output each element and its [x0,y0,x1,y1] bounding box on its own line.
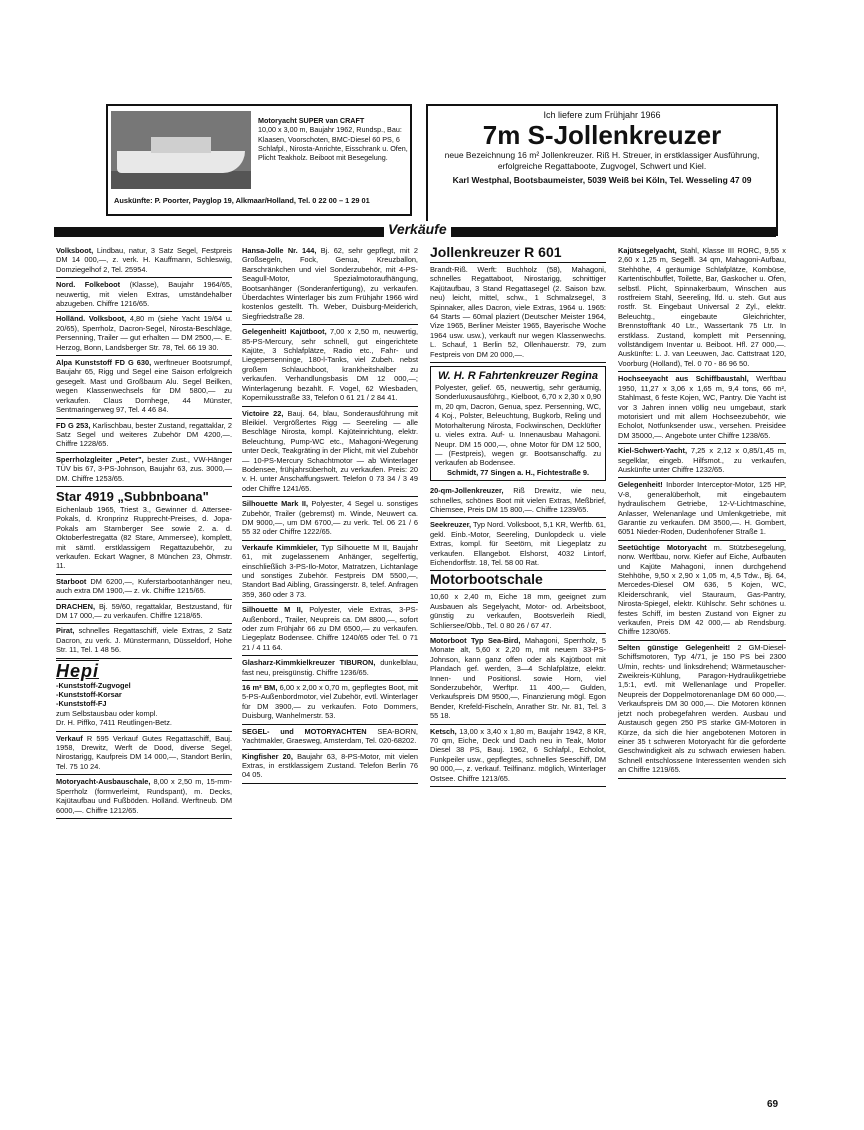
ad-text: Typ Silhouette M II, Baujahr 61, mit zugelassenem Anhänger, segelfertig, einschließlich 3-PS-Ilo-Motor, Matratzen, Lichtanlage und sonstiges Zubehör. Festpreis DM 5500,—, Standort Bad Aibling, Grassingerstr. 8, telef. Anfragen 359, 360 oder 3 73. [242,542,418,599]
classified-ad [430,725,606,787]
ad-text: Bauj. 64, blau, Sonderausführung mit Bleikiel. Vergrößertes Rigg — Seereling — alle Beschläge Nirosta, kompl. Kajüteinrichtung, elektr. Beleuchtung, Pump-WC etc., Mahagoni-Wegerung unter Deck, Teakgräting in der Plicht, mit viel Zubehör — 10-PS-Mercury Schachtmotor — ab Winterlager Bodensee, frühjahrsüberholt, zu verkaufen. Preis: 20 v. H. unter Anschaffungswert. Telefon 0 73 34 / 3 49 oder Chiffre 1241/65. [242,408,418,493]
ad-text: 7,00 x 2,50 m, neuwertig, 85-PS-Mercury, sehr schnell, gut eingerichtete Kajüte, 3 Schlafplätze, Radio etc., Fahr- und Liegepersenninge, 180-l-Tanks, viel Zubeh. nebst großem Schlauchboot, krankheitshalber zu verkaufen. Verhandlungsbasis DM 12 000,—; Winterlagerung bezahlt. F. Vogel, 62 Wiesbaden, Kopernikusstraße 33, Telefon 0 61 21 / 2 84 41. [242,327,418,403]
page-number: 69 [767,1099,779,1110]
ad-heading: Silhouette M II, [242,605,303,615]
classified-ad [242,407,418,498]
wh-title: W. H. R Fahrtenkreuzer Regina [438,370,598,383]
hepi-ad [56,659,232,732]
classified-ad [56,244,232,278]
ad-heading: Kajütsegelyacht, [618,246,677,255]
ad-heading: Pirat, [56,626,75,636]
classified-ad [56,453,232,487]
classified-ad [56,775,232,819]
ad-heading: Gelegenheit! Kajütboot, [242,327,327,337]
ad-super-text [258,116,410,162]
classified-ad [56,356,232,418]
ad-heading: 16 m² BM, [242,683,278,693]
ad-text: 10,60 x 2,40 m, Eiche 18 mm, geeignet zum Ausbauen als Segelyacht, Motor- od. Arbeitsboot, günstig zu verkaufen, Bootsverleih Riedl, Schliersee/Obb., Tel. 0 80 26 / 67 47. [430,592,606,630]
ad-text: bester Zust., VW-Hänger TÜV bis 67, 3-PS-Johnson, Baujahr 63, zus. 3000,— DM. Chiffre 1253/65. [56,454,233,483]
classified-ad [430,484,606,518]
ad-text: dunkelblau, fast neu, preisgünstig. Chiffre 1236/65. [242,658,418,677]
classified-ad [242,244,418,325]
classified-ad [242,497,418,541]
ad-heading: Hansa-Jolle Nr. 144, [242,246,317,255]
ad-jollen-contact: Karl Westphal, Bootsbaumeister, 5039 Weiß bei Köln, Tel. Wesseling 47 09 [452,175,752,185]
ad-text: (Klasse), Baujahr 1964/65, neuwertig, mit vielen Extras, umständehalber abzugeben. Chiffre 1216/65. [56,280,232,309]
ad-heading: Seetüchtige Motoryacht [618,542,707,552]
ad-jollenkreuzer [426,104,778,236]
classified-ad [618,372,786,444]
star-body: Eichenlaub 1965, Triest 3., Gewinner d. Attersee-Pokals, d. Kronprinz Rupprecht-Preises, d. Jopa-Pokals am Starnberger See sowie 2. a. d. Oktoberfestregatta (82 Stare, Ammersee), komplett, mit sämtl. erstklassigem Regattazubehör, zu verkaufen. Eckart Wagner, 8 München 23, Ohmstr. 11. [56,504,232,571]
ad-text: 8,00 x 2,50 m, 15-mm-Sperrholz (formverleimt, Rundspant), m. Decks, Kajütaufbau und Fußböden. Holländ. Werftneub. DM 6000,—. Chiffre 1212/65. [56,777,232,815]
column-3 [430,244,606,787]
jollenkreuzer-body: Brandt-Riß. Werft: Buchholz (58), Mahagoni, schnelles Regattaboot, Nirostarigg, schnittiger Kajütaufbau, 3 Stand Regattasegel (2. Saison bzw. neu) leicht, mittel, schw., 1 Schmalzsegel, 3 Spinnaker, alles Dacron, viele Extras, 1964 u. 1965: 64 Starts — 60mal plaziert (Deutscher Meister 1964, Vize 1965, Berliner Meister 1965, Bayerische Woche 1964 usw. usw.), verkauft nur wegen Klassenwechs. L. Schauf, 1 Berlin 52, Ollenhauerstr. 79, zum Festpreis von DM 20 000,—. [430,263,606,363]
column-2 [242,244,418,784]
ad-text: 4,80 m (siehe Yacht 19/64 u. 20/65), Sperrholz, Dacron-Segel, Nirosta-Beschläge, Persenning, Trailer — gut erhalten — DM 2500,—. E. Herzog, Bonn, Landsberger Str. 78, Tel. 66 19 30. [56,314,232,352]
wh-body: Polyester, gelief. 65, neuwertig, sehr geräumig, Sonderluxusausführg., Kielboot, 6,70 x 2,30 x 0,90 m, 20 qm, Dacron, Genua, spez. Persenning, WC, 4 Koj., Polster, Beleuchtung, Bugkorb, Reling und Motorhalterung Nirosta, Fockwinschen, Decklüfter u. vieles extra. Auf- u. Innenausbau Mahagoni. Neupr. DM 15 000,—, ohne Motor für DM 12 500,— (Festpreis), wegen gr. Bootsanschaffg. zu verkaufen ab Bodensee. [435,383,601,468]
hepi-line: zum Selbstausbau oder kompl. [56,708,158,718]
classified-ad [56,600,232,625]
classified-ad [430,634,606,725]
ad-heading: Seekreuzer, [430,520,472,530]
ad-text: Bj. 59/60, regattaklar, Bestzustand, für DM 17 000,— zu verkaufen. Chiffre 1218/65. [56,601,232,620]
boat-photo [111,111,251,189]
ad-super-body: 10,00 x 3,00 m, Baujahr 1962, Rundsp., Bau: Klaasen, Voorschoten, BMC-Diesel 60 PS, 6 Schlafpl., Nirosta-Anrichte, Eisschrank u. Ofen, Plicht Teakholz. Beiboot mit Besegelung. [258,125,408,163]
ad-heading: Starboot [56,576,87,586]
classified-ad [618,478,786,540]
star-title: Star 4919 „Subbnboana" [56,488,209,504]
classified-ad [430,590,606,634]
classified-ad [56,419,232,453]
classified-ad [242,681,418,725]
hepi-logo: Hepi [56,660,100,681]
ad-heading: Kingfisher 20, [242,751,293,761]
star-ad [56,487,232,575]
ad-heading: Ketsch, [430,726,457,736]
ad-jollen-desc: neue Bezeichnung 16 m² Jollenkreuzer. Riß H. Streuer, in erstklassiger Ausführung, erfolgreiche Regattaboote, Zugvogel, Schwert und Kiel. [444,150,760,171]
classified-ad [242,541,418,603]
ad-text: Polyester, viele Extras, 3-PS-Außenbord., Trailer, Neupreis ca. DM 8800,—, sofort oder zum Frühjahr 66 zu DM 6500,— zu verkaufen. Liegeplatz Bodensee. Chiffre 1240/65 oder Tel. 0 71 21 / 4 11 64. [242,605,418,652]
classified-ad [56,732,232,776]
ad-text: 13,00 x 3,40 x 1,80 m, Baujahr 1942, 8 KR, 70 qm, Eiche, Deck und Dach neu in Teak, Motor Diesel 38 PS, Bauj. 1962, 6 Schlafpl., Echolot, Funkpeiler usw., gepflegtes, schnelles Seeschiff, DM 90 000,—, z. verkauf. Teilfinanz. möglich, Winterlager Ostsee. Chiffre 1213/65. [430,726,606,783]
classified-ad [242,603,418,656]
classified-ad [618,444,786,478]
column-1 [56,244,232,819]
column-4 [618,244,786,779]
ad-heading: Verkaufe Kimmkieler, [242,542,318,552]
classified-ad [242,656,418,681]
ad-heading: Motoryacht-Ausbauschale, [56,777,151,787]
wh-fahrtenkreuzer-ad [430,366,606,481]
ad-text: SEA-BORN, Yachtmakler, Graesweg, Amsterdam, Tel. 020-68202. [242,726,418,746]
classified-ad [618,244,786,372]
ad-text: Polyester, 4 Segel u. sonstiges Zubehör, Trailer (gebremst) m. Winde, Neuwert ca. DM 9000,—, um DM 6700,— zu verk. Tel. 06 21 / 6 55 32 oder Chiffre 1222/65. [242,499,418,537]
ad-text: Bj. 62, sehr gepflegt, mit 2 Großsegeln, Fock, Genua, Kreuzballon, Barschränkchen und viel Sonderzubehör, mit 4-PS-Seagull-Motor, Spezialmotoraufhängung, Bootsanhänger (Sonderanfertigung), zu verkaufen. Überdachtes Winterlager bis zum Frühjahr 1966 wird kostenlos gestellt. Th. Weber, Duisburg-Meiderich, Siegfriedstraße 28. [242,246,418,321]
ad-heading: Gelegenheit! [618,480,663,490]
ad-text: schnelles Regattaschiff, viele Extras, 2 Satz Dacron, zu verk. J. Münstermann, Düsseldorf, Hohe Str. 11, Tel. 1 48 56. [56,626,232,655]
classified-ad [618,641,786,779]
classified-ad [242,725,418,750]
ad-heading: DRACHEN, [56,601,96,611]
ad-heading: Alpa Kunststoff FD G 630, [56,358,152,368]
jollenkreuzer-title: Jollenkreuzer R 601 [430,244,606,263]
ad-heading: Sperrholzgleiter „Peter", [56,454,144,464]
ad-heading: Silhouette Mark II, [242,499,308,509]
ad-heading: Glasharz-Kimmkielkreuzer TIBURON, [242,658,376,668]
ad-text: Typ Nord. Volksboot, 5,1 KR, Werftb. 61, gekl. Einb.-Motor, Seereling, Dunlopdeck u. viele Extras, kompl. für Seetörn, mit Liegeplatz zu verkaufen. Ellangebot. Elshorst, 4032 Lintorf, Eichendorffstr. 18, Tel. 58 00 Rat. [430,520,606,567]
hepi-line: Dr. H. Piffko, 7411 Reutlingen-Betz. [56,718,172,728]
ad-text: Stahl, Klasse III RORC, 9,55 x 2,60 x 1,25 m, Segelfl. 34 qm, Mahagoni-Aufbau, Stehhöhe, 4 geräumige Schlafplätze, Kombüse, Kartentischbuffet, Toilette, Bar, Gaskocher u. Ofen, selbstl. Plicht, Spinnakerbaum, Winschen aus rostfreiem Stahl, Seereling, lfd. u. steh. Gut aus rostfr. St. Eingebaut Universal 2 Zyl., elektr. Beleuchtg., eingebaute Gleichrichter, Brennstofftank 40 Ltr., Wassertank 75 Ltr. In erstklass. Zustand, komplett mit Persenning, vollständigem Inventar u. Beiboot. Hfl. 27 000,—. Auskünfte: L. J. van Leeuwen, Jac. Cattstraat 120, Voorburg (Holland), Tel. 0 70 - 86 96 50. [618,246,786,368]
ad-text: Inborder Interceptor-Motor, 125 HP, V-8, generalüberholt, mit eingebautem hydraulischem Getriebe, 12-V-Lichtmaschine, Anlasser, Welenanlage und Umlenkgetriebe, mit Garantie zu verkaufen. DM 3500,—. H. Gombert, 6051 Nieder-Roden, Dudenhofener Straße 1. [618,480,786,537]
ad-text: DM 6200,—, Kuferstarbootanhänger neu, auch extra DM 1900,— z. vk. Chiffre 1215/65. [56,576,232,596]
ad-text: R 595 Verkauf Gutes Regattaschiff, Bauj. 1958, Drewitz, Werft de Dood, diverse Segel, Nirostarigg, Kaufpreis DM 14 000,—, Standort Berlin, Tel. 75 10 24. [56,733,232,771]
ad-heading: 20-qm-Jollenkreuzer, [430,486,504,496]
ad-text: 6,00 x 2,00 x 0,70 m, gepflegtes Boot, mit 5-PS-Außenbordmotor, viel Zubehör, evtl. Winterlager für DM 3900,— zu verkaufen. Foto Dommers, Duisburg, Wanhelmerstr. 53. [242,683,418,721]
ad-text: Lindbau, natur, 3 Satz Segel, Festpreis DM 14 000,—, z. verk. H. Kauffmann, Schleswig, Domziegelhof 2, Tel. 25954. [56,246,232,274]
classified-ad [430,518,606,571]
ad-heading: SEGEL- und MOTORYACHTEN [242,726,367,736]
ad-text: m. Stützbesegelung, norw. Werftbau, norw. Kiefer auf Eiche, Aufbauten und Kajüte Mahagoni, innen durchgehend Stehhöhe, 9,50 x 2,90 x 1,05 m, 4,5 Tdw., Bj. 64, Mercedes-Diesel OM 636, 5 Kojen, WC, Kleiderschrank, viel Stauraum, Gas-Pantry, Nirosta-Spiegel, elektr. Kühlschr. Sehr schönes u. festes Schiff, im besten Zustand von Eigner zu verkaufen, Preis DM 42 000,— ab Rendsburg. Chiffre 1230/65. [618,542,786,637]
ad-text: 2 GM-Diesel-Schiffsmotoren, Typ 4/71, je 150 PS bei 2300 U/min, rechts- und linksdrehend; Wärmetauscher-Zweikreis-Kühlung, Paragon-Hydraulikgetriebe 1,5:1, evtl. mit Wellenanlage und Propeller. Neupreis der Doppelmotorenanlage DM 60 000,—. Verkaufspreis DM 30 000,—. Die Motoren können jetzt noch probegefahren werden. Ausbau und Austausch gegen 250 PS starke GM-Motoren in Kürze, da sich die hier angebotenen Motoren in einer 35 t schweren Motoryacht für die geforderte Geschwindigkeit als zu schwach erwiesen haben. Schnell entschlossene Interessenten wenden sich an Chiffre 1219/65. [618,642,786,775]
classified-ad [56,575,232,600]
ad-heading: Holländ. Volksboot, [56,314,127,324]
section-title: Verkäufe [384,221,451,237]
hepi-line: -Kunststoff-FJ [56,699,107,709]
ad-heading: Kiel-Schwert-Yacht, [618,446,687,456]
ad-super-footer: Auskünfte: P. Poorter, Payglop 19, Alkmaar/Holland, Tel. 0 22 00 – 1 29 01 [114,196,370,205]
hepi-line: -Kunststoff-Zugvogel [56,680,131,690]
classified-ad [242,325,418,406]
ad-jollen-line1: Ich liefere zum Frühjahr 1966 [543,110,661,120]
motorbootschale-title: Motorbootschale [430,571,606,590]
ad-text: Karlischbau, bester Zustand, regattaklar, 2 Satz Segel und weiteres Zubehör DM 4200,—. Chiffre 1228/65. [56,420,232,449]
ad-text: Riß Drewitz, wie neu, schnelles, schönes Boot mit vielen Extras, Meßbrief, Chiemsee, Preis DM 15 800,—. Chiffre 1239/65. [430,486,606,514]
ad-text: Werftbau 1950, 11,27 x 3,06 x 1,65 m, 9,4 tons, 66 m², Stahlmast, 6 feste Kojen, WC, Pantry. Die Yacht ist vor 3 Jahren innen völlig neu umgebaut, stark motorisiert und mit allem Hochseezubehör, wie Echolot, Notfunksender usw., versehen. Preisidee DM 35000,—. Angebote unter Chiffre 1238/65. [618,374,786,440]
ad-text: werftneuer Bootsrumpf, Baujahr 65, Rigg und Segel eine Saison erfolgreich gesegelt. Mast und Großbaum Alu. Segel Beilken, wegen Klassenwechsels für DM 5800,— zu verkaufen. Claus Dornhege, 44 Münster, Sentmaringerweg 97, Tel. 4 46 84. [56,358,232,415]
classified-ad [56,278,232,312]
ad-heading: Nord. Folkeboot [56,280,121,290]
wh-signature: Schmidt, 77 Singen a. H., Fichtestraße 9. [446,467,590,477]
ad-text: Mahagoni, Sperrholz, 5 Monate alt, 5,60 x 2,20 m, mit neuem 33-PS-Johnson, kann ganz offen oder als Kajütboot mit Plandach gef. werden, 3—4 Schlafplätze, elektr. Innen- und Positionsl. sowie Horn, viel Sonderzubehör, Werftpr. 11 400,— Gulden, Verkaufspreis DM 9500,—, Finanzierung mögl. Egon Bender, Krefeld-Fischeln, Anrather Str. Nr. 81, Tel. 3 55 18. [430,636,607,721]
ad-heading: Selten günstige Gelegenheit! [618,642,731,652]
section-banner [54,221,776,237]
ad-jollen-headline: 7m S-Jollenkreuzer [482,120,722,150]
ad-heading: Hochseeyacht aus Schiffbaustahl, [618,374,749,384]
ad-super-title: Motoryacht SUPER van CRAFT [258,116,365,125]
ad-motoryacht-super [106,104,412,216]
ad-heading: Volksboot, [56,246,94,255]
classified-ad [56,624,232,658]
hepi-line: -Kunststoff-Korsar [56,690,122,700]
classified-ad [618,541,786,641]
ad-text: 7,25 x 2,12 x 0,85/1,45 m, segelklar, eingeb. Hilfsmot., zu verkaufen, Auskünfte unter Chiffre 1232/65. [618,446,786,474]
ad-heading: Victoire 22, [242,408,284,418]
ad-heading: FD G 253, [56,420,91,430]
ad-heading: Verkauf [56,733,83,743]
classified-ad [56,312,232,356]
ad-heading: Motorboot Typ Sea-Bird, [430,636,521,645]
ad-text: Baujahr 63, 8-PS-Motor, mit vielen Extras, in erstklassigem Zustand. Telefon Berlin 76 04 05. [242,751,419,780]
classified-ad [242,750,418,784]
